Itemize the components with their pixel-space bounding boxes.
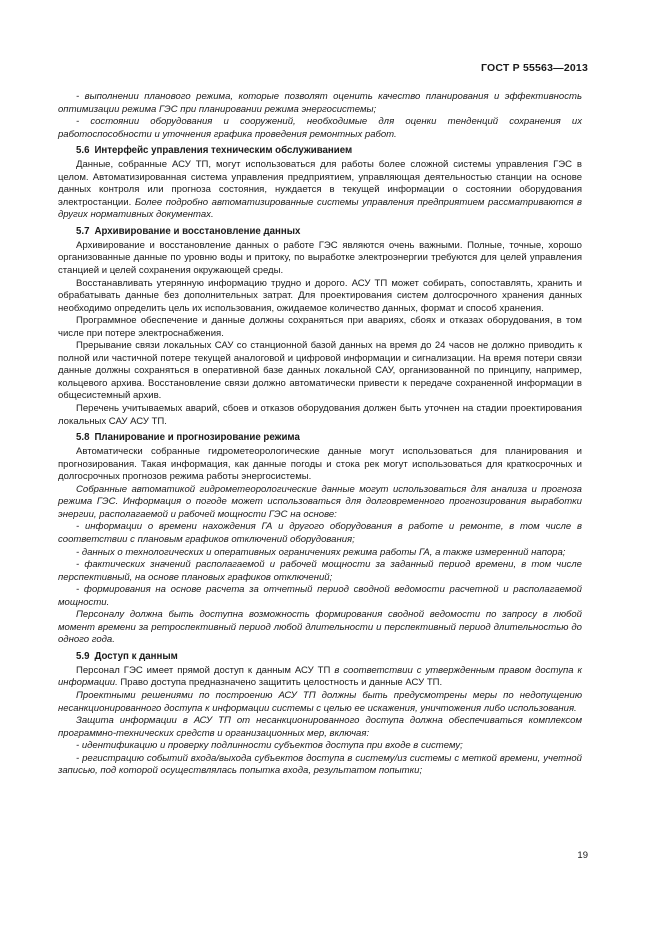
paragraph: Персоналу должна быть доступна возможность формирования сводной ведомости по запросу в любой момент времени за ретроспективный период любой длительности и перспективный период длительностью до одного года. xyxy=(58,609,582,646)
section-title: Доступ к данным xyxy=(94,650,178,662)
paragraph xyxy=(58,159,582,222)
section-title: Интерфейс управления техническим обслуживанием xyxy=(94,145,353,157)
section-number: 5.9 xyxy=(76,650,90,662)
paragraph: Перечень учитываемых аварий, сбоев и отказов оборудования должен быть уточнен на стадии проектирования локальных САУ АСУ ТП. xyxy=(58,403,582,427)
section-heading-5-9 xyxy=(58,650,582,663)
paragraph: Автоматически собранные гидрометеорологические данные могут использоваться для планирования и прогнозирования. Такая информация, как данные погоды и стока рек могут использоваться для краткосрочных и долгосрочных прогнозов режима работы энергосистемы. xyxy=(58,446,582,483)
document-body xyxy=(58,91,582,778)
text-run: Персонал ГЭС имеет прямой доступ к данным АСУ ТП xyxy=(76,664,331,676)
paragraph: - данных о технологических и оперативных ограничениях режима работы ГА, а также измеренний напора; xyxy=(76,546,566,558)
section-heading-5-6 xyxy=(58,144,582,157)
page-number: 19 xyxy=(577,850,588,861)
paragraph: - информации о времени нахождения ГА и другого оборудования в работе и ремонте, в том числе в соответствии с плановым графиков отключений оборудования; xyxy=(58,521,582,545)
section-title: Планирование и прогнозирование режима xyxy=(94,432,300,444)
section-heading-5-7 xyxy=(58,225,582,238)
paragraph: Восстанавливать утерянную информацию трудно и дорого. АСУ ТП может собирать, сопоставлять, хранить и обрабатывать данные без дополнительных затрат. Для проектирования систем долгосрочного хранения данных необходимо определить цель их использования, ожидаемое количество данных, формат и способ хранения. xyxy=(58,277,582,314)
paragraph: Прерывание связи локальных САУ со станционной базой данных на время до 24 часов не должно приводить к полной или частичной потере текущей аналоговой и цифровой информации и сигнализации. На время потери связи данные должны сохраняться в оперативной базе данных локальной САУ, организованной по принципу, например, кольцевого архива. Восстановление связи должно автоматически привести к передаче сохраненной информации в общесистемный архив. xyxy=(58,340,582,402)
text-run-italic: Более подробно автоматизированные системы управления предприятием рассматриваются в других нормативных документах. xyxy=(58,196,582,221)
paragraph: Проектными решениями по построению АСУ ТП должны быть предусмотрены меры по недопущению несанкционированного доступа к информации системы с целью ее искажения, уничтожения либо использования. xyxy=(58,689,582,714)
section-number: 5.7 xyxy=(76,225,90,237)
section-title: Архивирование и восстановление данных xyxy=(94,225,301,237)
section-number: 5.8 xyxy=(76,432,90,444)
paragraph: Защита информации в АСУ ТП от несанкционированного доступа должна обеспечиваться комплексом программно-технических средств и организационных мер, включая: xyxy=(58,715,582,739)
paragraph: - регистрацию событий входа/выхода субъектов доступа в систему/из системы с меткой времени, учетной записью, под которой осуществлялась попытка входа, результатом попытки; xyxy=(58,752,582,777)
paragraph: Собранные автоматикой гидрометеорологические данные могут использоваться для анализа и прогноза режима ГЭС. Информация о погоде может использоваться для долговременного прогнозирования выработки энергии, располагаемой и рабочей мощности ГЭС на основе: xyxy=(58,483,582,520)
text-run: Данные, собранные АСУ ТП, могут использоваться для работы более сложной системы управления ГЭС в целом. Автоматизированная система управления предприятием, управляющая деятельностью станции на основе данных контроля или прогноза состояния, нуждается в текущей информации о состоянии оборудования электростанции. xyxy=(58,159,582,208)
text-run-italic: в соответствии с утвержденным правом доступа к информации. xyxy=(58,664,583,689)
section-heading-5-8 xyxy=(58,431,582,444)
paragraph: - фактических значений располагаемой и рабочей мощности за заданный период времени, в том числе перспективный, на основе плановых графиков отключений; xyxy=(58,559,582,583)
paragraph xyxy=(58,665,582,690)
paragraph: - выполнении планового режима, которые позволят оценить качество планирования и эффективность оптимизации режима ГЭС при планировании режима энергосистемы; xyxy=(58,91,582,115)
paragraph: - формирования на основе расчета за отчетный период сводной ведомости расчетной и располагаемой мощности. xyxy=(58,584,582,608)
paragraph: - состоянии оборудования и сооружений, необходимые для оценки тенденций сохранения их работоспособности и уточнения графика проведения ремонтных работ. xyxy=(58,116,582,140)
paragraph: Программное обеспечение и данные должны сохраняться при авариях, сбоях и отказах оборудования, в том числе при потере электроснабжения. xyxy=(58,315,582,339)
section-number: 5.6 xyxy=(76,145,90,157)
text-run: Право доступа предназначено защитить целостность и данные АСУ ТП. xyxy=(120,677,443,689)
document-number: ГОСТ Р 55563—2013 xyxy=(480,62,588,74)
paragraph: - идентификацию и проверку подлинности субъектов доступа при входе в систему; xyxy=(76,740,463,752)
paragraph: Архивирование и восстановление данных о работе ГЭС являются очень важными. Полные, точные, хорошо организованные данные по уровню воды и притоку, по выработке электроэнергии требуются для целей управления станцией и целей сохранения окружающей среды. xyxy=(58,239,582,277)
